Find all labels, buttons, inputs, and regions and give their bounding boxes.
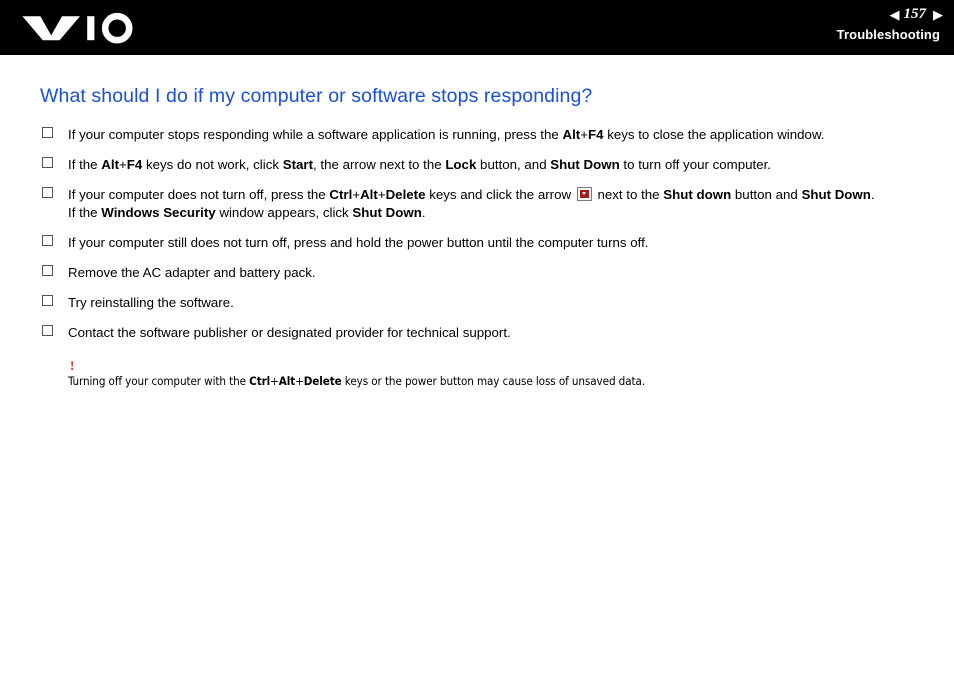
- emphasis-text: Alt: [101, 156, 119, 172]
- list-item: [40, 264, 914, 282]
- body-text: +: [119, 156, 127, 172]
- body-text: +: [352, 186, 361, 202]
- bullet-square-icon: [42, 265, 53, 276]
- list-item-text: [68, 187, 875, 220]
- emphasis-text: Ctrl: [329, 186, 353, 202]
- body-text: If the: [68, 204, 102, 220]
- body-text: If your computer does not turn off, press the: [68, 186, 330, 202]
- list-item: [40, 126, 914, 144]
- emphasis-text: Start: [282, 156, 313, 172]
- body-text: to turn off your computer.: [619, 156, 772, 172]
- vaio-logo-icon: [20, 8, 140, 46]
- emphasis-text: Alt: [278, 373, 296, 388]
- page-navigation[interactable]: [837, 4, 940, 24]
- emphasis-text: Lock: [445, 156, 477, 172]
- body-text: Contact the software publisher or designated provider for technical support.: [68, 324, 511, 340]
- section-title: Troubleshooting: [836, 27, 940, 42]
- bullet-square-icon: [42, 127, 53, 138]
- page-title: What should I do if my computer or software stops responding?: [40, 85, 593, 107]
- emphasis-text: Ctrl: [249, 373, 271, 388]
- list-item-text: [68, 295, 234, 310]
- list-item-text: [68, 235, 648, 250]
- bullet-square-icon: [42, 295, 53, 306]
- list-item: [40, 186, 914, 222]
- list-item-text: [68, 127, 825, 142]
- list-item-text: [68, 157, 771, 172]
- emphasis-text: Windows Security: [101, 204, 216, 220]
- page-number: 157: [903, 5, 926, 22]
- bullet-square-icon: [42, 235, 53, 246]
- bullet-list: [40, 126, 914, 342]
- next-page-arrow-icon[interactable]: ▶: [933, 6, 940, 22]
- body-text: If the: [68, 156, 102, 172]
- emphasis-text: Shut Down: [801, 186, 871, 202]
- bullet-square-icon: [42, 157, 53, 168]
- emphasis-text: Delete: [303, 373, 342, 388]
- emphasis-text: Shut Down: [352, 204, 422, 220]
- body-text: keys do not work, click: [142, 156, 283, 172]
- list-item-text: [68, 325, 511, 340]
- previous-page-arrow-icon[interactable]: ◀: [889, 6, 897, 22]
- emphasis-text: Delete: [385, 186, 426, 202]
- body-text: Remove the AC adapter and battery pack.: [68, 264, 316, 280]
- body-text: .: [421, 204, 426, 220]
- caution-note: [68, 357, 914, 389]
- body-text: button, and: [476, 156, 551, 172]
- emphasis-text: Alt: [360, 186, 378, 202]
- emphasis-text: Shut Down: [550, 156, 620, 172]
- body-text: +: [580, 127, 588, 142]
- bullet-square-icon: [42, 187, 53, 198]
- body-text: +: [270, 373, 279, 388]
- body-text: window appears, click: [215, 204, 353, 220]
- emphasis-text: Shut down: [663, 186, 732, 202]
- emphasis-text: F4: [126, 156, 143, 172]
- emphasis-text: F4: [587, 127, 604, 142]
- body-text: Try reinstalling the software.: [68, 294, 234, 310]
- page-header: [0, 0, 954, 55]
- body-text: .: [870, 186, 875, 202]
- body-text: next to the: [593, 186, 664, 202]
- list-item-text: [68, 265, 316, 280]
- list-item: [40, 156, 914, 174]
- body-text: keys and click the arrow: [425, 186, 575, 202]
- body-text: +: [377, 186, 386, 202]
- body-text: If your computer still does not turn off, press and hold the power button until the computer turns off.: [68, 234, 649, 250]
- caution-note-text: [68, 374, 914, 389]
- body-text: button and: [731, 186, 802, 202]
- header-right: [837, 4, 940, 42]
- caution-icon: !: [70, 357, 75, 373]
- list-item: [40, 234, 914, 252]
- list-item: [40, 324, 914, 342]
- body-text: If your computer stops responding while a software application is running, press the: [68, 127, 563, 142]
- list-item: [40, 294, 914, 312]
- body-text: Turning off your computer with the: [68, 373, 250, 388]
- body-text: keys to close the application window.: [603, 127, 825, 142]
- bullet-square-icon: [42, 325, 53, 336]
- page-content: [0, 55, 954, 389]
- body-text: , the arrow next to the: [313, 156, 446, 172]
- emphasis-text: Alt: [562, 127, 581, 142]
- body-text: +: [295, 373, 304, 388]
- body-text: keys or the power button may cause loss of unsaved data.: [341, 373, 645, 388]
- dropdown-arrow-icon: [577, 187, 592, 201]
